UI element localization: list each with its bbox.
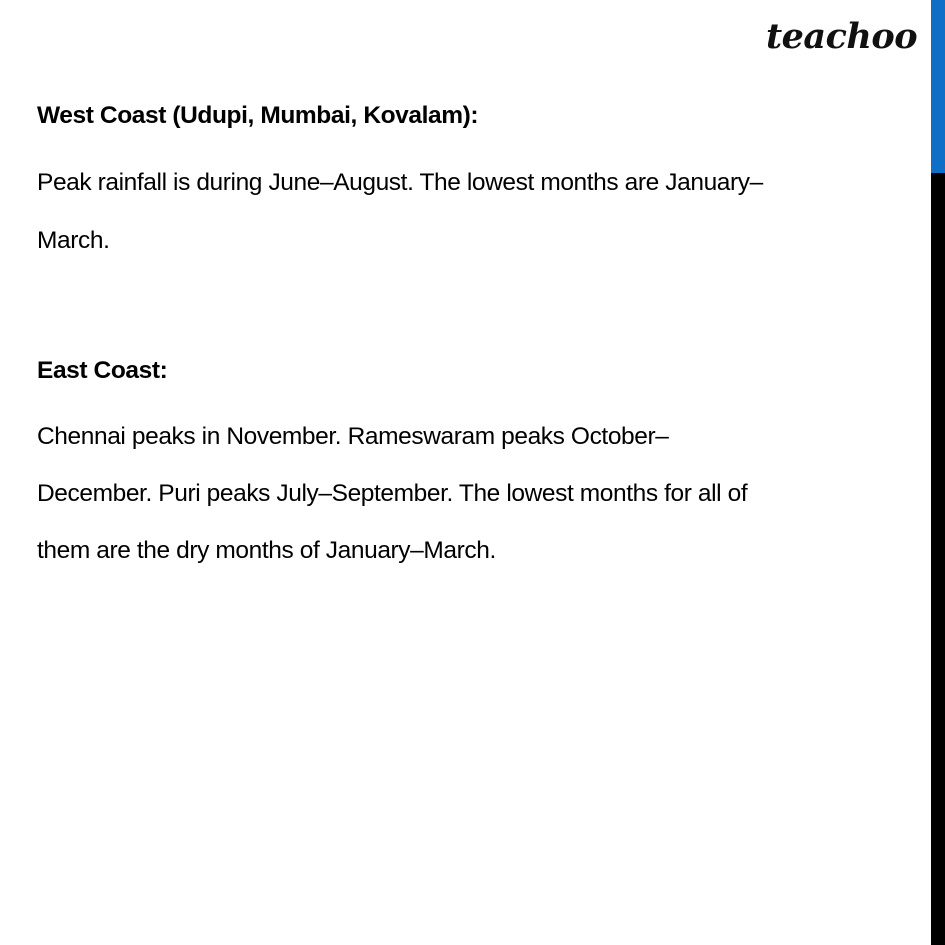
east-coast-text-line: them are the dry months of January–March. (37, 537, 496, 564)
section-heading-west-coast: West Coast (Udupi, Mumbai, Kovalam): (37, 102, 479, 129)
side-accent-bar (931, 0, 945, 173)
teachoo-logo: teachoo (766, 16, 918, 57)
east-coast-text-line: December. Puri peaks July–September. The lowest months for all of (37, 480, 748, 507)
west-coast-text-line: Peak rainfall is during June–August. The lowest months are January– (37, 169, 763, 196)
side-decoration-bar (931, 0, 945, 945)
west-coast-text-line: March. (37, 227, 110, 254)
east-coast-text-line: Chennai peaks in November. Rameswaram peaks October– (37, 423, 669, 450)
section-heading-east-coast: East Coast: (37, 357, 168, 384)
